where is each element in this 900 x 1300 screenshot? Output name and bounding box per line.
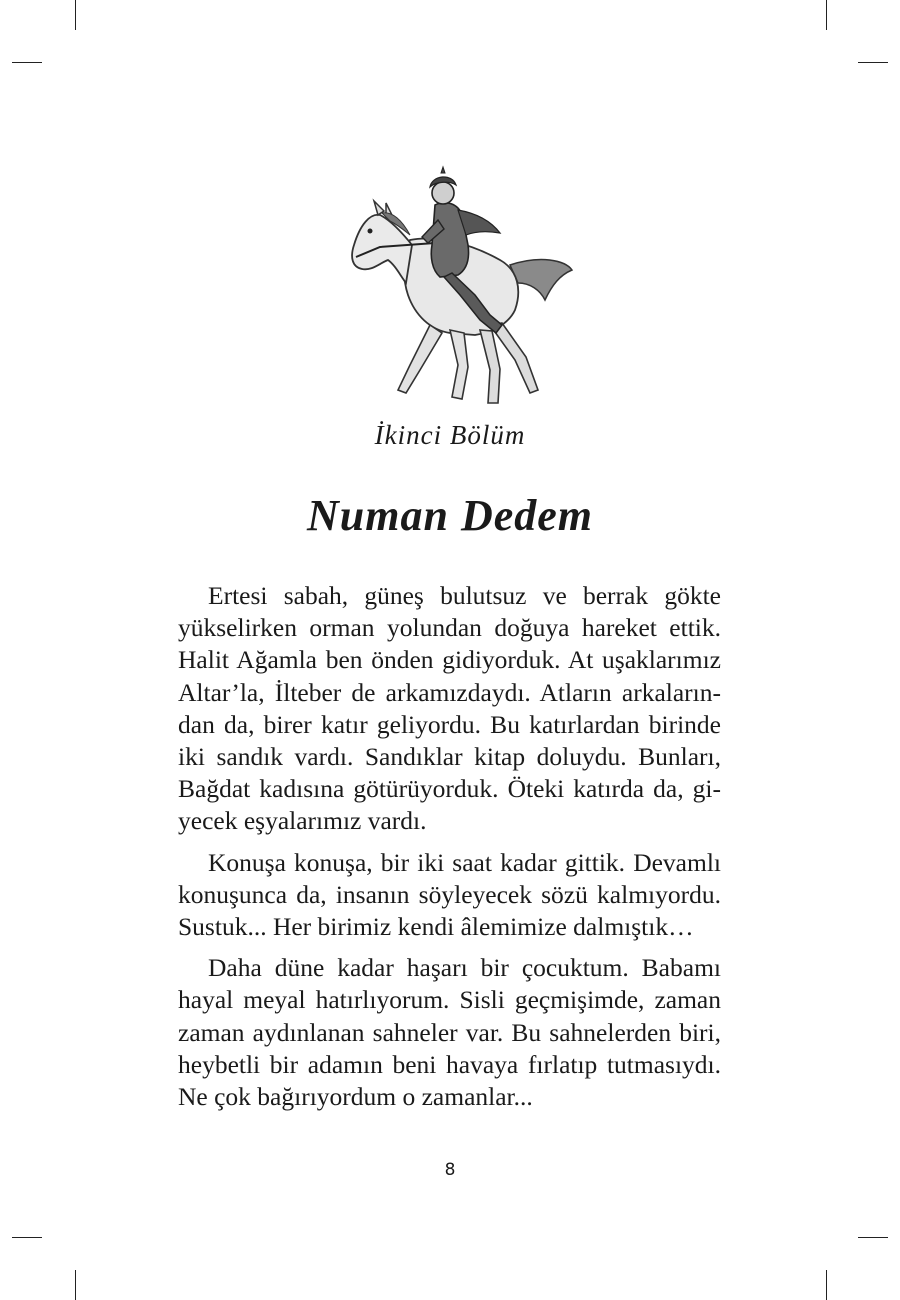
crop-mark — [12, 1237, 42, 1238]
paragraph — [178, 580, 721, 838]
crop-mark — [75, 0, 76, 30]
crop-mark — [858, 1237, 888, 1238]
body-text — [178, 580, 721, 1122]
text-line: Halit Ağamla ben önden gidiyorduk. At uşaklarımız — [178, 645, 721, 675]
text-line: Bağdat kadısına götürüyorduk. Öteki katırda da, gi- — [178, 774, 721, 804]
text-line: dan da, birer katır geliyordu. Bu katırlardan birinde — [178, 709, 721, 739]
text-line: Ne çok bağırıyordum o zamanlar... — [178, 1082, 533, 1112]
crop-mark — [75, 1270, 76, 1300]
page-number: 8 — [444, 1160, 456, 1180]
text-line: yükselirken orman yolundan doğuya hareket ettik. — [178, 613, 721, 643]
text-line: Daha düne kadar haşarı bir çocuktum. Babamı — [208, 953, 721, 983]
paragraph — [178, 847, 721, 944]
text-line: Sustuk... Her birimiz kendi âlemimize dalmıştık… — [178, 912, 694, 942]
text-line: yecek eşyalarımız vardı. — [178, 806, 427, 836]
crop-mark — [858, 62, 888, 63]
crop-mark — [826, 0, 827, 30]
text-line: Konuşa konuşa, bir iki saat kadar gittik. Devamlı — [208, 847, 721, 877]
crop-mark — [826, 1270, 827, 1300]
crop-mark — [12, 62, 42, 63]
text-line: zaman aydınlanan sahneler var. Bu sahnelerden biri, — [178, 1017, 721, 1047]
text-line: hayal meyal hatırlıyorum. Sisli geçmişimde, zaman — [178, 985, 721, 1015]
text-line: Ertesi sabah, güneş bulutsuz ve berrak gökte — [208, 581, 721, 610]
text-line: Altar’la, İlteber de arkamızdaydı. Atların arkaların- — [178, 677, 721, 707]
paragraph — [178, 952, 721, 1113]
chapter-title: Numan Dedem — [307, 491, 593, 540]
text-line: heybetli bir adamın beni havaya fırlatıp tutmasıydı. — [178, 1049, 721, 1079]
text-line: iki sandık vardı. Sandıklar kitap doluydu. Bunları, — [178, 742, 721, 772]
chapter-label: İkinci Bölüm — [374, 420, 526, 450]
horse-rider-illustration — [340, 165, 580, 410]
text-line: konuşunca da, insanın söyleyecek sözü kalmıyordu. — [178, 879, 721, 909]
